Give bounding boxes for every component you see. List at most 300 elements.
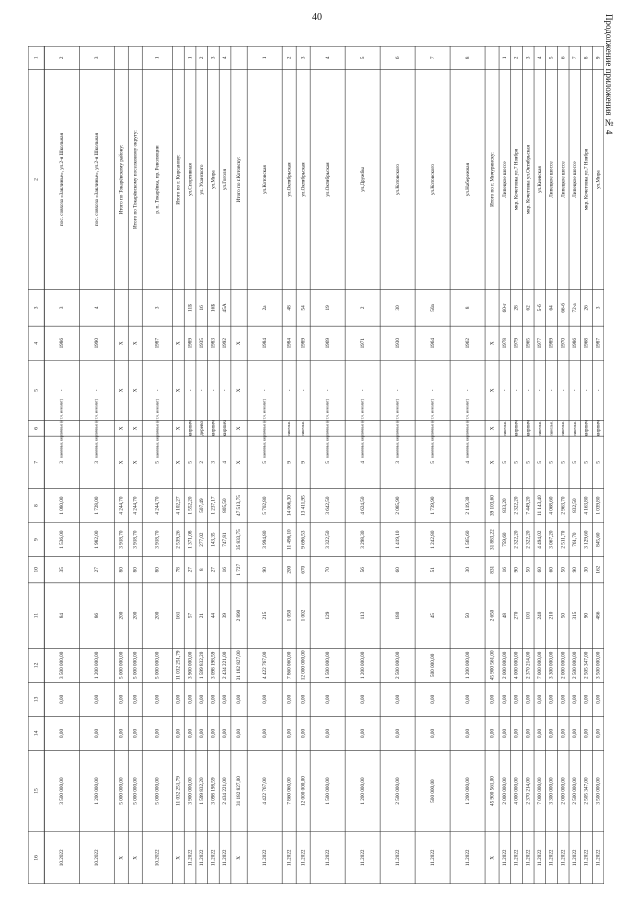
table-cell: 2 — [59, 56, 66, 60]
table-cell: 210 — [548, 611, 555, 620]
table-cell: 27 — [187, 567, 194, 573]
table-cell: 759,60 — [502, 532, 509, 547]
subtotal-cell: X — [175, 855, 182, 860]
table-cell: 0,00 — [537, 728, 544, 738]
table-cell: 14 066,30 — [286, 495, 293, 516]
table-cell: 60 — [537, 567, 544, 573]
table-cell: 2 000 000,00 — [502, 777, 509, 805]
table-cell: 5 000 000,00 — [154, 651, 161, 679]
table-cell: 3 500 000,00 — [595, 651, 602, 679]
table-cell: 0,00 — [513, 728, 520, 738]
table-cell: 51 — [429, 567, 436, 573]
table-cell: 3 300 000,00 — [548, 651, 555, 679]
table-cell: 4 — [464, 461, 471, 464]
table-cell: панельн. — [301, 421, 306, 436]
table-cell: 2 434 221,00 — [222, 777, 229, 805]
table-cell: 3 900 000,00 — [187, 777, 194, 805]
table-cell: 0,00 — [572, 694, 579, 704]
table-cell: 5 — [261, 461, 268, 464]
table-cell: 0,00 — [261, 694, 268, 704]
table-cell: 1 039,80 — [595, 496, 602, 515]
table-cell: 0,00 — [595, 694, 602, 704]
table-cell: 3 298,30 — [359, 530, 366, 549]
table-cell: 3 500 000,00 — [59, 777, 66, 805]
table-cell: 1 500 000,00 — [324, 777, 331, 805]
table-cell: 6 — [560, 56, 567, 60]
table-cell: панельн. — [502, 421, 507, 436]
table-cell: 13 411,95 — [300, 495, 307, 516]
table-cell: 1 — [187, 56, 194, 60]
subtotal-cell: Итого по г. Кирсанову: — [175, 154, 182, 205]
table-cell: кирпич — [187, 420, 194, 437]
table-cell: 2 500 000,00 — [572, 651, 579, 679]
table-cell: 3 — [394, 461, 401, 464]
table-cell: 10.2022 — [59, 849, 66, 867]
subtotal-cell: 0,00 — [236, 694, 243, 704]
table-cell: 56 — [359, 567, 366, 573]
table-cell: 1989 — [300, 338, 307, 349]
table-cell: 1990 — [93, 338, 100, 349]
table-cell: 3 — [300, 56, 307, 60]
table-cell: 1 371,08 — [187, 530, 194, 549]
subtotal-cell: X — [118, 426, 125, 431]
table-cell: 670 — [300, 565, 307, 574]
column-number: 4 — [33, 341, 40, 345]
subtotal-cell: X — [132, 855, 139, 860]
table-cell: дерево — [198, 420, 205, 436]
table-cell: 2 — [198, 56, 205, 60]
table-cell: 11.2022 — [525, 849, 532, 867]
table-cell: 45 — [429, 612, 436, 619]
table-cell: 0,00 — [464, 694, 471, 704]
subtotal-cell: 0,00 — [118, 694, 125, 704]
table-cell: 7 449,20 — [525, 496, 532, 515]
table-cell: ул.Котовского — [394, 164, 401, 196]
table-cell: 1 200 000,00 — [464, 651, 471, 679]
table-cell: 4 — [93, 306, 100, 310]
table-cell: 1 728,00 — [93, 496, 100, 515]
table-cell: - — [537, 389, 544, 392]
table-cell: 57 — [187, 612, 194, 619]
table-cell: 84 — [59, 612, 66, 619]
table-cell: 4 068,60 — [548, 496, 555, 515]
table-cell: ул.Киевская — [537, 166, 544, 193]
table-cell: 70 — [324, 567, 331, 573]
table-cell: 113 — [359, 611, 366, 620]
table-cell: 5 — [525, 461, 532, 464]
table-cell: 0,00 — [359, 728, 366, 738]
table-cell: 1 080,00 — [59, 496, 66, 515]
table-cell: 62 — [525, 305, 532, 311]
table-cell: ул.Октябрьская — [300, 162, 307, 197]
table-cell: 3 — [59, 306, 66, 310]
table-cell: 3 500 000,00 — [595, 777, 602, 805]
table-cell: 6 — [394, 56, 401, 60]
subtotal-cell: X — [118, 855, 125, 860]
column-number: 2 — [33, 178, 40, 181]
table-cell: 1 599 832,20 — [198, 777, 205, 805]
table-cell: 4 422 767,00 — [261, 651, 268, 679]
table-cell: 270 — [513, 611, 520, 620]
table-cell: 3 — [93, 56, 100, 60]
table-cell: 90 — [513, 567, 520, 573]
table-cell: 2 511,70 — [560, 530, 567, 549]
table-cell: 3 129,60 — [583, 530, 590, 549]
table-cell: 11.2022 — [324, 849, 331, 867]
table-cell: 1 200 000,00 — [359, 651, 366, 679]
table-cell: 3 300 000,00 — [548, 777, 555, 805]
table-cell: 2 — [359, 306, 366, 310]
subtotal-cell: 5 000 000,00 — [118, 777, 125, 805]
table-cell: 1986 — [59, 338, 66, 349]
table-cell: - — [464, 389, 471, 392]
table-cell: 0,00 — [154, 728, 161, 738]
table-cell: каменные, кирпичные (в т.ч. монолит) — [94, 399, 99, 458]
table-cell: 1 — [261, 56, 268, 60]
table-cell: 0,00 — [525, 694, 532, 704]
table-cell: 4 — [222, 461, 229, 464]
table-cell: 5 702,80 — [261, 496, 268, 515]
table-cell: - — [210, 389, 217, 392]
table-cell: 0,00 — [300, 694, 307, 704]
subtotal-cell: 45 900 561,00 — [489, 776, 496, 806]
table-svg — [28, 46, 604, 884]
table-cell: 4 000 000,00 — [513, 651, 520, 679]
table-cell: 90 — [583, 612, 590, 619]
subtotal-cell: X — [236, 388, 243, 393]
table-cell: 0,00 — [300, 728, 307, 738]
table-cell: 8 — [198, 568, 205, 572]
table-cell: 845,60 — [595, 532, 602, 547]
subtotal-cell: X — [132, 460, 139, 465]
table-cell: 5 — [154, 461, 161, 464]
table-cell: 1 419,10 — [394, 530, 401, 549]
table-cell: 2 — [198, 461, 205, 464]
table-cell: 5 — [359, 56, 366, 60]
table-cell: кирпич — [210, 420, 217, 437]
table-cell: 2 — [286, 56, 293, 60]
table-cell: 1 739,90 — [429, 496, 436, 515]
table-cell: панельн. — [549, 421, 554, 436]
table-cell: 11.2022 — [394, 849, 401, 867]
subtotal-cell: X — [175, 341, 182, 346]
table-cell: 2 370 214,00 — [525, 651, 532, 679]
subtotal-cell: 161 — [175, 611, 182, 620]
table-cell: 1984 — [286, 338, 293, 349]
table-cell: 16 — [502, 567, 509, 573]
table-cell: 0,00 — [93, 694, 100, 704]
table-cell: 500 000,00 — [429, 779, 436, 803]
table-cell: 747,81 — [222, 532, 229, 547]
table-cell: 50 — [525, 567, 532, 573]
table-cell: 7 000 000,00 — [537, 651, 544, 679]
table-cell: 44 — [210, 612, 217, 619]
table-cell: ул.Котовская — [261, 165, 268, 194]
subtotal-cell: 200 — [118, 611, 125, 620]
table-cell: 39 — [222, 612, 229, 619]
table-cell: 12 000 000,00 — [300, 650, 307, 681]
table-cell: ул.Спортивная — [187, 163, 194, 196]
table-cell: 3 — [210, 56, 217, 60]
table-cell: 0,00 — [187, 694, 194, 704]
table-cell: 66-б — [560, 303, 567, 313]
table-cell: 8 — [464, 306, 471, 310]
subtotal-cell: X — [236, 460, 243, 465]
table-cell: 805,50 — [222, 498, 229, 513]
table-cell: 1987 — [595, 338, 602, 349]
table-cell: 48 — [286, 305, 293, 311]
table-cell: - — [525, 389, 532, 392]
table-cell: 28 — [513, 305, 520, 311]
table-cell: 0,00 — [198, 694, 205, 704]
table-cell: 1 200 000,00 — [93, 777, 100, 805]
table-cell: ул.Октябрьская — [324, 162, 331, 197]
table-cell: 5 — [324, 461, 331, 464]
table-cell: Липецкое шоссе — [548, 161, 555, 198]
table-cell: 0,00 — [464, 728, 471, 738]
table-cell: 315 — [572, 611, 579, 620]
table-cell: 11 496,10 — [286, 529, 293, 550]
table-cell: - — [595, 389, 602, 392]
subtotal-cell: 2 650 — [489, 609, 496, 622]
table-cell: 1 565,60 — [464, 530, 471, 549]
table-cell: 2 322,20 — [525, 530, 532, 549]
table-cell: Липецкое шоссе — [572, 161, 579, 198]
table-cell: - — [548, 389, 555, 392]
column-number: 11 — [33, 612, 40, 619]
table-cell: 1 200 000,00 — [93, 651, 100, 679]
table-cell: 200 — [154, 611, 161, 620]
column-number: 15 — [33, 788, 40, 794]
table-cell: 11.2022 — [359, 849, 366, 867]
table-cell: 11.2022 — [583, 849, 590, 867]
table-cell: 0,00 — [324, 694, 331, 704]
table-cell: 12 000 000,00 — [300, 776, 307, 806]
column-number: 1 — [33, 56, 40, 60]
table-cell: 11.2022 — [198, 849, 205, 867]
table-cell: 5 — [513, 461, 520, 464]
table-cell: 27 — [93, 567, 100, 573]
subtotal-cell: X — [489, 388, 496, 393]
table-cell: 5 — [502, 461, 509, 464]
table-cell: 2 000 000,00 — [560, 651, 567, 679]
table-cell: 507,49 — [198, 498, 205, 513]
table-cell: 26 — [583, 305, 590, 311]
table-cell: 2 000 000,00 — [502, 651, 509, 679]
appendix-title: Продолжение приложения № 4 — [604, 14, 614, 135]
table-cell: - — [261, 389, 268, 392]
table-cell: 0,00 — [572, 728, 579, 738]
table-cell: 3 900 000,00 — [187, 651, 194, 679]
subtotal-cell: 0,00 — [132, 694, 139, 704]
subtotal-cell: 45 900 561,00 — [489, 650, 496, 681]
table-cell: мкр. Кочетовка ул.Октябрьская — [525, 145, 532, 215]
table-cell: 0,00 — [502, 694, 509, 704]
table-cell: 60 — [394, 567, 401, 573]
table-cell: 1 536,00 — [59, 530, 66, 549]
table-cell: 3 — [93, 461, 100, 464]
subtotal-cell: 4 244,70 — [118, 496, 125, 515]
table-cell: 7 000 000,00 — [537, 777, 544, 805]
subtotal-cell: 78 — [175, 567, 182, 573]
table-cell: 11.2022 — [187, 849, 194, 867]
table-cell: 4 624,50 — [359, 496, 366, 515]
rotated-table — [28, 46, 604, 884]
subtotal-cell: X — [175, 426, 182, 431]
subtotal-cell: Итого по г.Котовску: — [236, 156, 243, 203]
table-cell: каменные, кирпичные (в т.ч. монолит) — [325, 399, 330, 458]
table-cell: пос. совхоза «Заклинье», ул.2-я Школьная — [93, 133, 100, 227]
table-cell: кирпич — [513, 420, 520, 437]
table-cell: 90 — [572, 567, 579, 573]
table-cell: 2 500 000,00 — [394, 651, 401, 679]
table-cell: 35 — [59, 567, 66, 573]
table-cell: 9 — [300, 461, 307, 464]
table-cell: 0,00 — [429, 728, 436, 738]
table-cell: 3 — [154, 306, 161, 310]
table-cell: 0,00 — [394, 694, 401, 704]
table-cell: - — [198, 389, 205, 392]
table-cell: 0,00 — [583, 694, 590, 704]
table-cell: 1964 — [429, 338, 436, 349]
table-cell: каменные, кирпичные (в т.ч. монолит) — [155, 399, 160, 458]
subtotal-cell: X — [118, 460, 125, 465]
table-cell: 1979 — [513, 338, 520, 349]
subtotal-cell: X — [175, 388, 182, 393]
table-cell: 4 — [222, 56, 229, 60]
table-cell: 4 163,80 — [583, 496, 590, 515]
table-cell: мкр. Кочетовка ул.7 Ноября — [513, 148, 520, 211]
table-cell: 1977 — [537, 338, 544, 349]
subtotal-cell: 5 000 000,00 — [118, 651, 125, 679]
table-cell: 9 — [595, 56, 602, 60]
subtotal-cell: X — [118, 341, 125, 346]
table-cell: - — [187, 389, 194, 392]
subtotal-cell: X — [118, 388, 125, 393]
table-cell: - — [502, 389, 509, 392]
table-cell: 5 — [548, 56, 555, 60]
table-cell: 11.2022 — [300, 849, 307, 867]
table-cell: каменные, кирпичные (в т.ч. монолит) — [59, 399, 64, 458]
table-cell: 1978 — [502, 338, 509, 349]
table-cell: 1989 — [187, 338, 194, 349]
table-cell: 1965 — [525, 338, 532, 349]
table-cell: 5 — [583, 461, 590, 464]
table-cell: 3 500 000,00 — [59, 651, 66, 679]
table-cell: 0,00 — [583, 728, 590, 738]
table-cell: - — [394, 389, 401, 392]
table-cell: Липецкое шоссе — [502, 161, 509, 198]
table-cell: 1989 — [548, 338, 555, 349]
table-cell: - — [286, 389, 293, 392]
table-cell: 0,00 — [286, 728, 293, 738]
table-cell: 1971 — [359, 338, 366, 349]
table-cell: 16 — [222, 567, 229, 573]
table-cell: 3 322,50 — [324, 530, 331, 549]
table-cell: 0,00 — [222, 694, 229, 704]
column-number: 9 — [33, 538, 40, 542]
table-cell: 2 — [513, 56, 520, 60]
subtotal-cell: 2 890 — [236, 609, 243, 622]
table-cell: 5 — [429, 461, 436, 464]
table-cell: каменные, кирпичные (в т.ч. монолит) — [262, 399, 267, 458]
subtotal-cell: 2 539,26 — [175, 530, 182, 549]
table-cell: 19 — [324, 305, 331, 311]
table-cell: 48 — [502, 612, 509, 619]
table-cell: 4 — [537, 56, 544, 60]
table-cell: 5 — [572, 461, 579, 464]
table-cell: 30 — [394, 305, 401, 311]
table-cell: 3 — [59, 461, 66, 464]
subtotal-cell: Итого по Токарёвскому поселковому округу: — [132, 130, 139, 229]
subtotal-cell: X — [236, 341, 243, 346]
subtotal-cell: 0,00 — [175, 694, 182, 704]
subtotal-cell: 31 182 827,00 — [236, 776, 243, 806]
subtotal-cell: 35 833,75 — [236, 529, 243, 551]
table-cell: 0,00 — [59, 728, 66, 738]
table-cell: 2 370 214,00 — [525, 777, 532, 805]
subtotal-cell: 47 513,75 — [236, 495, 243, 516]
table-cell: 4 494,02 — [537, 530, 544, 549]
table-cell: 0,00 — [59, 694, 66, 704]
subtotal-cell: 0,00 — [175, 728, 182, 738]
table-cell: 0,00 — [595, 728, 602, 738]
table-cell: 0,00 — [154, 694, 161, 704]
table-cell: 60 — [548, 567, 555, 573]
table-cell: ул.Гоголя — [222, 169, 229, 191]
table-cell: 11.2022 — [502, 849, 509, 867]
table-cell: 0,00 — [222, 728, 229, 738]
table-cell: 2 322,20 — [513, 530, 520, 549]
table-cell: - — [154, 389, 161, 392]
table-cell: 80 — [154, 567, 161, 573]
table-cell: 54 — [300, 305, 307, 311]
table-cell: 0,00 — [560, 728, 567, 738]
table-cell: 1 500 000,00 — [324, 651, 331, 679]
table-cell: ул.Котовского — [429, 164, 436, 196]
table-cell: 4 000 000,00 — [513, 777, 520, 805]
table-cell: 11.2022 — [537, 849, 544, 867]
column-number: 8 — [33, 504, 40, 507]
subtotal-cell: X — [489, 426, 496, 431]
table-cell: 72-а — [572, 303, 579, 313]
table-cell: 11.2022 — [429, 849, 436, 867]
subtotal-cell: X — [132, 388, 139, 393]
table-cell: 3 918,70 — [154, 530, 161, 549]
table-cell: 90 — [261, 567, 268, 573]
table-cell: 5 — [187, 461, 194, 464]
table-cell: - — [300, 389, 307, 392]
column-number: 10 — [33, 567, 40, 573]
table-cell: 50 — [560, 612, 567, 619]
subtotal-cell: 80 — [132, 567, 139, 573]
table-cell: 16 — [198, 305, 205, 311]
column-number: 12 — [33, 662, 40, 669]
table-cell: 11.2022 — [464, 849, 471, 867]
table-cell: 5 — [560, 461, 567, 464]
table-cell: 1 200 000,00 — [359, 777, 366, 805]
table-cell: 0,00 — [513, 694, 520, 704]
table-cell: 2 500 000,00 — [394, 777, 401, 805]
table-cell: 0,00 — [359, 694, 366, 704]
table-cell: 0,00 — [286, 694, 293, 704]
table-cell: 60-г — [502, 303, 509, 313]
table-cell: 11.2022 — [210, 849, 217, 867]
table-cell: каменные, кирпичные (в т.ч. монолит) — [395, 399, 400, 458]
table-cell: - — [513, 389, 520, 392]
table-cell: 3 994,80 — [261, 530, 268, 549]
table-cell: 2 505 347,00 — [583, 651, 590, 679]
